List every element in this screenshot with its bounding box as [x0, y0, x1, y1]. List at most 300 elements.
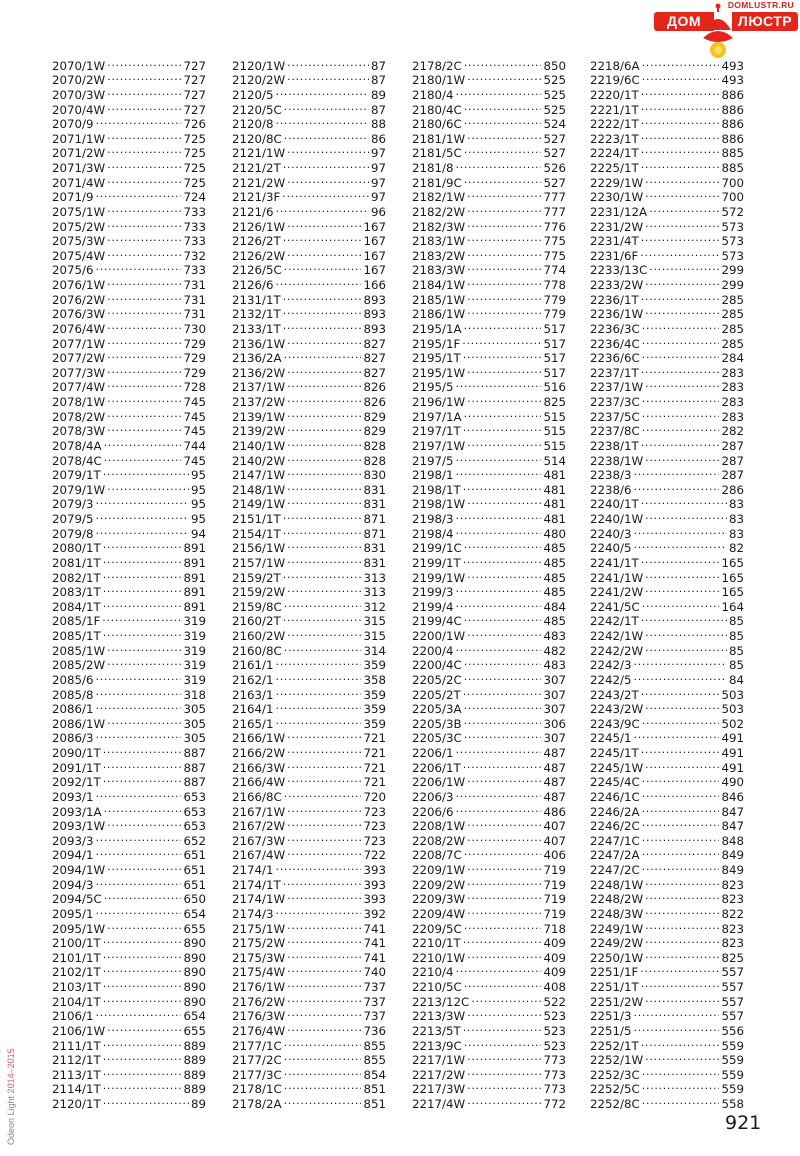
- page-reference: 503: [721, 702, 744, 717]
- page-reference: 359: [363, 687, 386, 702]
- article-code: 2217/1W: [412, 1053, 466, 1068]
- article-code: 2075/3W: [52, 234, 106, 249]
- page-reference: 319: [183, 643, 206, 658]
- article-code: 2250/1W: [590, 950, 644, 965]
- dot-leader: [641, 114, 720, 129]
- article-code: 2233/2W: [590, 278, 644, 292]
- page-reference: 831: [363, 482, 386, 497]
- page-reference: 891: [183, 570, 206, 585]
- article-code: 2148/1W: [232, 482, 286, 497]
- page-reference: 319: [183, 658, 206, 673]
- article-code: 2181/1W: [412, 131, 466, 146]
- page-reference: 485: [543, 614, 566, 629]
- page-reference: 774: [543, 263, 566, 278]
- dot-leader: [645, 172, 719, 187]
- dot-leader: [287, 406, 361, 421]
- page-reference: 481: [543, 512, 566, 526]
- dot-leader: [287, 362, 361, 377]
- page-reference: 95: [190, 468, 206, 483]
- dot-leader: [634, 1006, 720, 1021]
- article-code: 2217/3W: [412, 1082, 466, 1097]
- page-reference: 165: [721, 570, 744, 585]
- dot-leader: [467, 816, 541, 831]
- dot-leader: [649, 201, 719, 216]
- article-code: 2195/1F: [412, 336, 461, 351]
- page-reference: 831: [363, 497, 386, 512]
- page-reference: 406: [543, 848, 566, 863]
- dot-leader: [287, 742, 361, 757]
- dot-leader: [641, 289, 720, 304]
- dot-leader: [284, 1035, 362, 1050]
- page-reference: 823: [721, 921, 744, 936]
- article-code: 2075/2W: [52, 219, 106, 234]
- page-reference: 728: [183, 380, 206, 395]
- dot-leader: [641, 684, 720, 699]
- dot-leader: [645, 274, 719, 289]
- dot-leader: [456, 786, 542, 801]
- dot-leader: [634, 728, 720, 743]
- dot-leader: [107, 143, 181, 158]
- dot-leader: [276, 903, 362, 918]
- dot-leader: [467, 289, 541, 304]
- page-reference: 559: [721, 1038, 744, 1053]
- page-reference: 299: [721, 263, 744, 278]
- page-reference: 299: [721, 278, 744, 292]
- dot-leader: [634, 479, 720, 494]
- page-reference: 94: [190, 526, 206, 541]
- page-reference: 409: [543, 950, 566, 965]
- dot-leader: [467, 391, 541, 406]
- page-reference: 886: [721, 117, 744, 132]
- dot-leader: [284, 1079, 362, 1094]
- article-code: 2167/4W: [232, 848, 286, 863]
- page-reference: 775: [543, 234, 566, 249]
- article-code: 2240/1T: [590, 497, 639, 512]
- article-code: 2163/1: [232, 687, 274, 702]
- page-reference: 854: [363, 1067, 386, 1082]
- page-reference: 655: [183, 1023, 206, 1038]
- page-reference: 773: [543, 1082, 566, 1097]
- page-reference: 483: [543, 629, 566, 643]
- page-reference: 503: [721, 687, 744, 702]
- dot-leader: [464, 918, 542, 933]
- article-code: 2103/1T: [52, 980, 101, 994]
- page-reference: 484: [543, 599, 566, 614]
- page-reference: 891: [183, 555, 206, 570]
- page-reference: 557: [721, 965, 744, 980]
- page-reference: 167: [363, 234, 386, 249]
- page-reference: 305: [183, 702, 206, 717]
- dot-leader: [649, 260, 719, 275]
- page-number: 921: [725, 1112, 762, 1134]
- dot-leader: [283, 874, 362, 889]
- article-code: 2094/5C: [52, 892, 102, 907]
- article-code: 2136/1W: [232, 336, 286, 351]
- index-column: [52, 55, 206, 1111]
- article-code: 2238/6: [590, 482, 632, 497]
- page-reference: 846: [721, 789, 744, 804]
- page-reference: 890: [183, 950, 206, 965]
- page-reference: 97: [370, 190, 386, 205]
- article-code: 2231/2W: [590, 219, 644, 234]
- article-code: 2199/4C: [412, 614, 462, 629]
- article-code: 2078/2W: [52, 409, 106, 424]
- article-code: 2139/1W: [232, 409, 286, 424]
- article-code: 2225/1T: [590, 161, 639, 175]
- article-code: 2086/3: [52, 731, 94, 746]
- page-reference: 514: [543, 453, 566, 468]
- dot-leader: [456, 523, 542, 538]
- page-reference: 359: [363, 658, 386, 673]
- page-reference: 95: [190, 497, 206, 512]
- article-code: 2140/1W: [232, 438, 286, 453]
- article-code: 2077/4W: [52, 380, 106, 395]
- article-code: 2077/3W: [52, 365, 106, 380]
- page-reference: 737: [363, 1009, 386, 1024]
- article-code: 2113/1T: [52, 1067, 101, 1082]
- dot-leader: [645, 640, 727, 655]
- page-reference: 485: [543, 555, 566, 570]
- dot-leader: [276, 859, 362, 874]
- dot-leader: [641, 157, 720, 172]
- article-code: 2245/1W: [590, 760, 644, 775]
- page-reference: 287: [721, 438, 744, 453]
- dot-leader: [103, 947, 182, 962]
- page-reference: 823: [721, 892, 744, 907]
- dot-leader: [642, 1093, 720, 1108]
- article-code: 2140/2W: [232, 453, 286, 468]
- dot-leader: [641, 611, 727, 626]
- page-reference: 733: [183, 219, 206, 234]
- article-code: 2076/3W: [52, 307, 106, 322]
- article-code: 2177/3C: [232, 1067, 282, 1082]
- dot-leader: [276, 713, 362, 728]
- article-code: 2199/1W: [412, 570, 466, 585]
- dot-leader: [107, 84, 181, 99]
- side-note-years: 2014–2015: [6, 1048, 16, 1094]
- article-code: 2166/8C: [232, 789, 282, 804]
- article-code: 2231/4T: [590, 234, 639, 249]
- page-reference: 719: [543, 877, 566, 892]
- dot-leader: [642, 816, 720, 831]
- article-code: 2071/9: [52, 190, 94, 205]
- index-entry: [412, 55, 566, 73]
- dot-leader: [467, 1006, 541, 1021]
- page-reference: 731: [183, 292, 206, 307]
- dot-leader: [645, 991, 719, 1006]
- page-reference: 409: [543, 965, 566, 980]
- page-reference: 655: [183, 921, 206, 936]
- dot-leader: [103, 582, 182, 597]
- dot-leader: [645, 947, 719, 962]
- dot-leader: [103, 976, 182, 991]
- page-reference: 886: [721, 102, 744, 117]
- article-code: 2205/2C: [412, 672, 462, 687]
- page-reference: 745: [183, 409, 206, 424]
- dot-leader: [641, 99, 720, 114]
- dot-leader: [276, 699, 362, 714]
- article-code: 2180/4C: [412, 102, 462, 117]
- dot-leader: [104, 801, 182, 816]
- page-reference: 741: [363, 950, 386, 965]
- logo-word-right: ЛЮСТР: [732, 12, 798, 31]
- page-reference: 523: [543, 1009, 566, 1024]
- dot-leader: [287, 582, 361, 597]
- article-code: 2224/1T: [590, 146, 639, 161]
- dot-leader: [103, 962, 182, 977]
- article-code: 2238/1T: [590, 438, 639, 453]
- page-reference: 393: [363, 863, 386, 877]
- page-reference: 651: [183, 877, 206, 892]
- page-reference: 284: [721, 351, 744, 366]
- page-reference: 283: [721, 409, 744, 424]
- article-code: 2106/1W: [52, 1023, 106, 1038]
- article-code: 2094/1: [52, 848, 94, 863]
- dot-leader: [464, 655, 542, 670]
- article-code: 2209/5C: [412, 921, 462, 936]
- dot-leader: [464, 611, 542, 626]
- article-code: 2167/3W: [232, 833, 286, 848]
- dot-leader: [284, 260, 362, 275]
- dot-leader: [276, 684, 362, 699]
- article-code: 2185/1W: [412, 292, 466, 307]
- page-reference: 720: [363, 789, 386, 804]
- page-reference: 893: [363, 307, 386, 322]
- article-code: 2251/5: [590, 1023, 632, 1038]
- page-reference: 307: [543, 672, 566, 687]
- page-reference: 871: [363, 526, 386, 541]
- dot-leader: [641, 231, 720, 246]
- page-reference: 502: [721, 716, 744, 731]
- article-code: 2182/1W: [412, 190, 466, 205]
- page-reference: 559: [721, 1067, 744, 1082]
- page-reference: 893: [363, 321, 386, 336]
- dot-leader: [467, 889, 541, 904]
- dot-leader: [107, 640, 181, 655]
- dot-leader: [107, 201, 181, 216]
- page-reference: 729: [183, 336, 206, 351]
- page-reference: 700: [721, 190, 744, 205]
- article-code: 2085/1T: [52, 629, 101, 643]
- article-code: 2243/2W: [590, 702, 644, 717]
- page-reference: 527: [543, 175, 566, 190]
- article-code: 2199/1C: [412, 541, 462, 556]
- dot-leader: [463, 348, 542, 363]
- dot-leader: [283, 567, 362, 582]
- article-code: 2206/3: [412, 789, 454, 804]
- page-reference: 719: [543, 863, 566, 877]
- dot-leader: [464, 55, 542, 70]
- page-reference: 850: [543, 58, 566, 73]
- index-column: [412, 55, 566, 1111]
- page-reference: 740: [363, 965, 386, 980]
- article-code: 2252/5C: [590, 1082, 640, 1097]
- page-reference: 491: [721, 731, 744, 746]
- dot-leader: [640, 245, 719, 260]
- index-column: [232, 55, 386, 1111]
- dot-leader: [642, 1064, 720, 1079]
- dot-leader: [641, 84, 720, 99]
- dot-leader: [645, 757, 719, 772]
- article-code: 2111/1T: [52, 1038, 101, 1053]
- page-reference: 736: [363, 1023, 386, 1038]
- article-code: 2237/1W: [590, 380, 644, 395]
- dot-leader: [456, 508, 542, 523]
- page-reference: 517: [543, 365, 566, 380]
- page-reference: 407: [543, 819, 566, 834]
- page-reference: 523: [543, 1038, 566, 1053]
- page-reference: 887: [183, 746, 206, 760]
- page-reference: 849: [721, 863, 744, 877]
- page-reference: 525: [543, 87, 566, 102]
- dot-leader: [96, 260, 182, 275]
- page-reference: 650: [183, 892, 206, 907]
- dot-leader: [467, 830, 541, 845]
- page-reference: 305: [183, 716, 206, 731]
- dot-leader: [456, 640, 542, 655]
- dot-leader: [96, 830, 182, 845]
- page-reference: 827: [363, 365, 386, 380]
- dot-leader: [641, 128, 720, 143]
- page-reference: 525: [543, 73, 566, 88]
- article-code: 2217/4W: [412, 1097, 466, 1111]
- article-code: 2126/5C: [232, 263, 282, 278]
- article-code: 2183/2W: [412, 248, 466, 263]
- article-code: 2156/1W: [232, 541, 286, 556]
- article-code: 2206/1: [412, 746, 454, 760]
- dot-leader: [464, 713, 542, 728]
- page-reference: 359: [363, 702, 386, 717]
- dot-leader: [96, 508, 189, 523]
- page-reference: 83: [728, 512, 744, 526]
- article-code: 2086/1: [52, 702, 94, 717]
- page-reference: 83: [728, 497, 744, 512]
- dot-leader: [456, 84, 542, 99]
- article-code: 2213/12C: [412, 994, 470, 1009]
- article-code: 2230/1W: [590, 190, 644, 205]
- dot-leader: [645, 918, 719, 933]
- article-code: 2159/2W: [232, 585, 286, 600]
- page-reference: 653: [183, 789, 206, 804]
- dot-leader: [645, 508, 727, 523]
- dot-leader: [287, 845, 361, 860]
- article-code: 2242/5: [590, 672, 632, 687]
- article-code: 2195/1A: [412, 321, 462, 336]
- article-code: 2236/6C: [590, 351, 640, 366]
- page-reference: 741: [363, 921, 386, 936]
- page-reference: 97: [370, 175, 386, 190]
- page-reference: 890: [183, 994, 206, 1009]
- dot-leader: [464, 538, 542, 553]
- article-code: 2070/9: [52, 117, 94, 132]
- article-code: 2198/1: [412, 468, 454, 483]
- dot-leader: [464, 845, 542, 860]
- article-code: 2241/1W: [590, 570, 644, 585]
- dot-leader: [284, 128, 369, 143]
- article-code: 2147/1W: [232, 468, 286, 483]
- page-reference: 827: [363, 336, 386, 351]
- dot-leader: [645, 377, 719, 392]
- page-reference: 487: [543, 789, 566, 804]
- article-code: 2247/2A: [590, 848, 640, 863]
- page-reference: 871: [363, 512, 386, 526]
- page-reference: 886: [721, 131, 744, 146]
- page-reference: 319: [183, 672, 206, 687]
- article-code: 2121/2T: [232, 161, 281, 175]
- dot-leader: [107, 289, 181, 304]
- article-code: 2154/1T: [232, 526, 281, 541]
- page-reference: 515: [543, 438, 566, 453]
- article-code: 2199/3: [412, 585, 454, 600]
- article-code: 2136/2A: [232, 351, 282, 366]
- dot-leader: [463, 552, 542, 567]
- page-reference: 557: [721, 1009, 744, 1024]
- page-reference: 775: [543, 248, 566, 263]
- dot-leader: [284, 99, 369, 114]
- dot-leader: [287, 494, 361, 509]
- article-code: 2241/5C: [590, 599, 640, 614]
- article-code: 2164/1: [232, 702, 274, 717]
- article-code: 2079/1W: [52, 482, 106, 497]
- article-code: 2210/5C: [412, 980, 462, 994]
- article-code: 2137/2W: [232, 395, 286, 409]
- dot-leader: [464, 1035, 542, 1050]
- dot-leader: [287, 172, 369, 187]
- logo-word-left: ДОМ: [654, 12, 714, 31]
- dot-leader: [287, 947, 361, 962]
- article-code: 2209/3W: [412, 892, 466, 907]
- article-code: 2094/3: [52, 877, 94, 892]
- page-reference: 523: [543, 1023, 566, 1038]
- dot-leader: [463, 1020, 542, 1035]
- page-reference: 773: [543, 1053, 566, 1068]
- dot-leader: [107, 304, 181, 319]
- page-reference: 87: [370, 73, 386, 88]
- page-reference: 392: [363, 906, 386, 921]
- page-reference: 525: [543, 102, 566, 117]
- article-code: 2093/1W: [52, 819, 106, 834]
- dot-leader: [107, 318, 181, 333]
- page-reference: 89: [370, 87, 386, 102]
- dot-leader: [467, 128, 541, 143]
- dot-leader: [107, 231, 181, 246]
- article-code: 2210/4: [412, 965, 454, 980]
- page-reference: 778: [543, 278, 566, 292]
- page-reference: 831: [363, 541, 386, 556]
- dot-leader: [456, 742, 542, 757]
- page-reference: 313: [363, 585, 386, 600]
- article-code: 2242/1T: [590, 614, 639, 629]
- article-code: 2093/1A: [52, 804, 102, 819]
- dot-leader: [467, 70, 541, 85]
- dot-leader: [96, 728, 182, 743]
- article-code: 2183/3W: [412, 263, 466, 278]
- dot-leader: [467, 494, 541, 509]
- page-reference: 315: [363, 629, 386, 643]
- dot-leader: [642, 772, 720, 787]
- dot-leader: [103, 1079, 182, 1094]
- article-code: 2177/2C: [232, 1053, 282, 1068]
- dot-leader: [96, 187, 182, 202]
- page-reference: 893: [363, 292, 386, 307]
- page-reference: 481: [543, 497, 566, 512]
- dot-leader: [645, 187, 719, 202]
- page-reference: 849: [721, 848, 744, 863]
- dot-leader: [284, 786, 362, 801]
- article-code: 2231/12A: [590, 204, 648, 219]
- dot-leader: [107, 128, 181, 143]
- page-reference: 559: [721, 1082, 744, 1097]
